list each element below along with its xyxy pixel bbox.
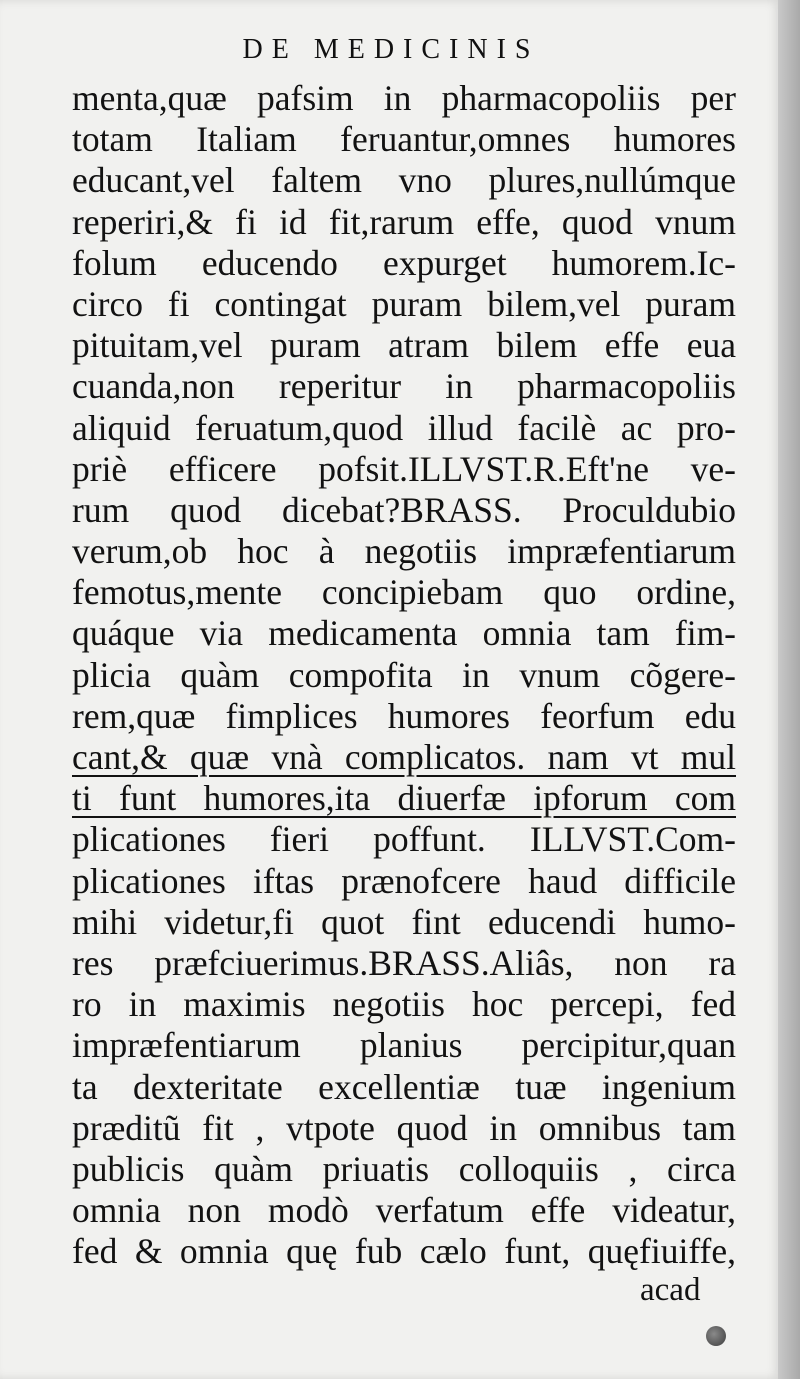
text-line: rum quod dicebat?BRASS. Proculdubio [72,489,736,530]
ink-spot [706,1326,726,1346]
text-line: circo fi contingat puram bilem,vel puram [72,283,736,324]
text-line: res præfciuerimus.BRASS.Aliâs, non ra [72,942,736,983]
text-line: plicationes iftas prænofcere haud difficile [72,860,736,901]
text-line: mihi videtur,fi quot fint educendi humo- [72,901,736,942]
text-line: verum,ob hoc à negotiis impræfentiarum [72,531,736,572]
text-line: omnia non modò verfatum effe videatur, [72,1190,736,1231]
text-line: cuanda,non reperitur in pharmacopoliis [72,366,736,407]
text-line: folum educendo expurget humorem.Ic- [72,242,736,283]
text-line: aliquid feruatum,quod illud facilè ac pro- [72,407,736,448]
text-line: priè efficere pofsit.ILLVST.R.Eft'ne ve- [72,448,736,489]
text-line: femotus,mente concipiebam quo ordine, [72,572,736,613]
text-line: impræfentiarum planius percipitur,quan [72,1025,736,1066]
text-line: ro in maximis negotiis hoc percepi, fed [72,984,736,1025]
text-line: totam Italiam feruantur,omnes humores [72,119,736,160]
text-line: plicia quàm compofita in vnum cõgere- [72,654,736,695]
text-line: præditũ fit , vtpote quod in omnibus tam [72,1107,736,1148]
text-line: pituitam,vel puram atram bilem effe eua [72,325,736,366]
body-text [72,78,736,1272]
text-line: rem,quæ fimplices humores feorfum edu [72,695,736,736]
text-line: menta,quæ pafsim in pharmacopoliis per [72,78,736,118]
catchword: acad [640,1272,701,1308]
text-line-underlined: ti funt humores,ita diuerfæ ipforum com [72,778,736,819]
text-line-underlined: cant,& quæ vnà complicatos. nam vt mul [72,737,736,777]
text-line: quáque via medicamenta omnia tam fim- [72,613,736,654]
text-line: publicis quàm priuatis colloquiis , circa [72,1148,736,1189]
running-head: DE MEDICINIS [242,34,540,65]
text-line: reperiri,& fi id fit,rarum effe, quod vnum [72,201,736,242]
text-line: educant,vel faltem vno plures,nullúmque [72,160,736,201]
text-line: fed & omnia quę fub cælo funt, quęfiuiffe, [72,1231,736,1272]
page-edge [778,0,800,1379]
text-line: plicationes fieri poffunt. ILLVST.Com- [72,819,736,860]
text-line: ta dexteritate excellentiæ tuæ ingenium [72,1066,736,1107]
